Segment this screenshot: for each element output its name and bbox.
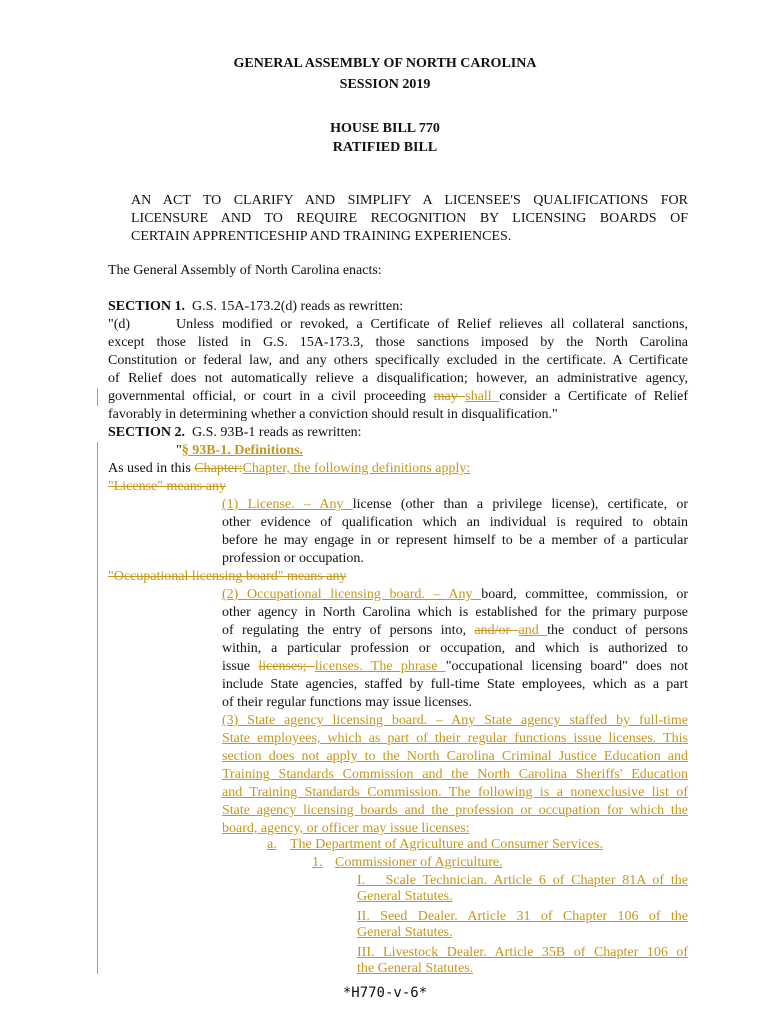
bill-number: HOUSE BILL 770 [330, 121, 440, 136]
section-1-line-6: favorably in determining whether a conviction should result in disqualification." [108, 407, 558, 422]
section-1-line-3: Constitution or federal law, and any others specifically excluded in the certificate. A Certificate [108, 353, 688, 368]
inserted-text: and [518, 623, 548, 638]
section-1-line-4: of Relief does not automatically relieve a disqualification; however, an administrative agency, [108, 371, 688, 386]
section-2-heading [108, 424, 362, 442]
section-1-line-2: except those listed in G.S. 15A-173.3, those sanctions imposed by the North Carolina [108, 335, 688, 350]
section-2-text: G.S. 93B-1 reads as rewritten: [192, 425, 362, 440]
deleted-text: Chapter: [194, 461, 243, 476]
definitions-intro [108, 460, 470, 478]
deleted-text: licenses; [258, 659, 315, 674]
inserted-text: shall [465, 389, 500, 404]
section-1-line-1: Unless modified or revoked, a Certificate of Relief relieves all collateral sanctions, [176, 317, 688, 332]
inserted-text: licenses. The phrase [314, 659, 446, 674]
item-1-line-2: other evidence of qualification which an individual is required to obtain [222, 515, 688, 530]
text-run: Seed Dealer. Article 31 of Chapter 106 of the [380, 909, 688, 924]
item-3-line-6: State agency licensing boards and the profession or occupation for which the [222, 803, 688, 818]
act-title-line-1: AN ACT TO CLARIFY AND SIMPLIFY A LICENSEE'S QUALIFICATIONS FOR [131, 193, 688, 208]
deleted-olb-definition: "Occupational licensing board" means any [108, 569, 347, 584]
assembly-heading: GENERAL ASSEMBLY OF NORTH CAROLINA [233, 56, 537, 71]
roman-1-line-2: General Statutes. [357, 889, 453, 904]
item-2-line-3 [222, 622, 688, 640]
section-93b-1-title [176, 442, 303, 460]
item-2-line-1 [222, 586, 688, 604]
sub-a-label: a. [267, 837, 277, 852]
text-run: As used in this [108, 461, 195, 476]
text-run: the conduct of persons [547, 623, 689, 638]
item-2-line-4: within, a particular profession or occupation, and which is authorized to [222, 641, 688, 656]
inserted-section-title: § 93B-1. Definitions. [181, 443, 304, 458]
enacting-clause: The General Assembly of North Carolina enacts: [108, 263, 382, 278]
item-1-line-3: before he may engage in or represent himself to be a member of a particular [222, 533, 688, 548]
item-2-line-6: include State agencies, staffed by full-time State employees, which as a part [222, 677, 688, 692]
roman-1-label: I. [357, 873, 366, 888]
deleted-license-definition: "License" means any [108, 479, 226, 494]
roman-3-line-2: the General Statutes. [357, 961, 474, 976]
text-run: license (other than a privilege license), certificate, or [352, 497, 688, 512]
text-run: "occupational licensing board" does not [445, 659, 688, 674]
text-run: governmental official, or court in a civil proceeding [108, 389, 434, 404]
section-1-label: SECTION 1. [108, 299, 186, 314]
section-1-text: G.S. 15A-173.2(d) reads as rewritten: [192, 299, 404, 314]
session-heading: SESSION 2019 [339, 77, 431, 92]
deleted-text: may [433, 389, 466, 404]
document-footer-id: *H770-v-6* [342, 985, 428, 1001]
sub-1-label: 1. [312, 855, 323, 870]
item-2-number: (2) [222, 587, 239, 602]
bill-status: RATIFIED BILL [332, 140, 438, 155]
roman-2-line-2: General Statutes. [357, 925, 453, 940]
roman-3-label: III. [357, 945, 375, 960]
deleted-text: and/or [474, 623, 519, 638]
act-title-line-2: LICENSURE AND TO REQUIRE RECOGNITION BY LICENSING BOARDS OF [131, 211, 688, 226]
text-run: Scale Technician. Article 6 of Chapter 81A of the [385, 873, 689, 888]
section-1-heading [108, 298, 403, 316]
inserted-text: Occupational licensing board. – Any [238, 587, 482, 602]
item-3-line-3: section does not apply to the North Carolina Criminal Justice Education and [222, 749, 688, 764]
item-1-number: (1) [222, 497, 239, 512]
text-run: board, committee, commission, or [481, 587, 688, 602]
item-1-line-1 [222, 496, 688, 514]
text-run: issue [222, 659, 259, 674]
section-1-line-5 [108, 388, 688, 406]
item-2-line-2: other agency in North Carolina which is established for the primary purpose [222, 605, 688, 620]
act-title-line-3: CERTAIN APPRENTICESHIP AND TRAINING EXPERIENCES. [131, 229, 512, 244]
open-quote: " [176, 443, 182, 458]
item-3-line-2: State employees, which as part of their regular functions issue licenses. This [222, 731, 688, 746]
text-run: consider a Certificate of Relief [499, 389, 688, 404]
item-3-line-1: (3) State agency licensing board. – Any State agency staffed by full-time [222, 713, 688, 728]
item-2-line-5 [222, 658, 688, 676]
inserted-text: Chapter, the following definitions apply: [242, 461, 471, 476]
item-1-line-4: profession or occupation. [222, 551, 364, 566]
sub-a-text: The Department of Agriculture and Consumer Services. [290, 837, 603, 852]
change-bar [97, 442, 98, 974]
roman-2-label: II. [357, 909, 370, 924]
text-run: Livestock Dealer. Article 35B of Chapter 106 of [383, 945, 688, 960]
item-3-line-7: board, agency, or officer may issue licenses: [222, 821, 470, 836]
item-3-line-4: Training Standards Commission and the North Carolina Sheriffs' Education [222, 767, 688, 782]
inserted-text: License. – Any [238, 497, 353, 512]
text-run: of regulating the entry of persons into, [222, 623, 475, 638]
sub-1-text: Commissioner of Agriculture. [335, 855, 503, 870]
item-3-line-5: and Training Standards Commission. The following is a nonexclusive list of [222, 785, 688, 800]
item-2-line-7: of their regular functions may issue licenses. [222, 695, 472, 710]
section-2-label: SECTION 2. [108, 425, 186, 440]
change-bar [97, 388, 98, 406]
subsection-d-label: "(d) [108, 317, 131, 332]
